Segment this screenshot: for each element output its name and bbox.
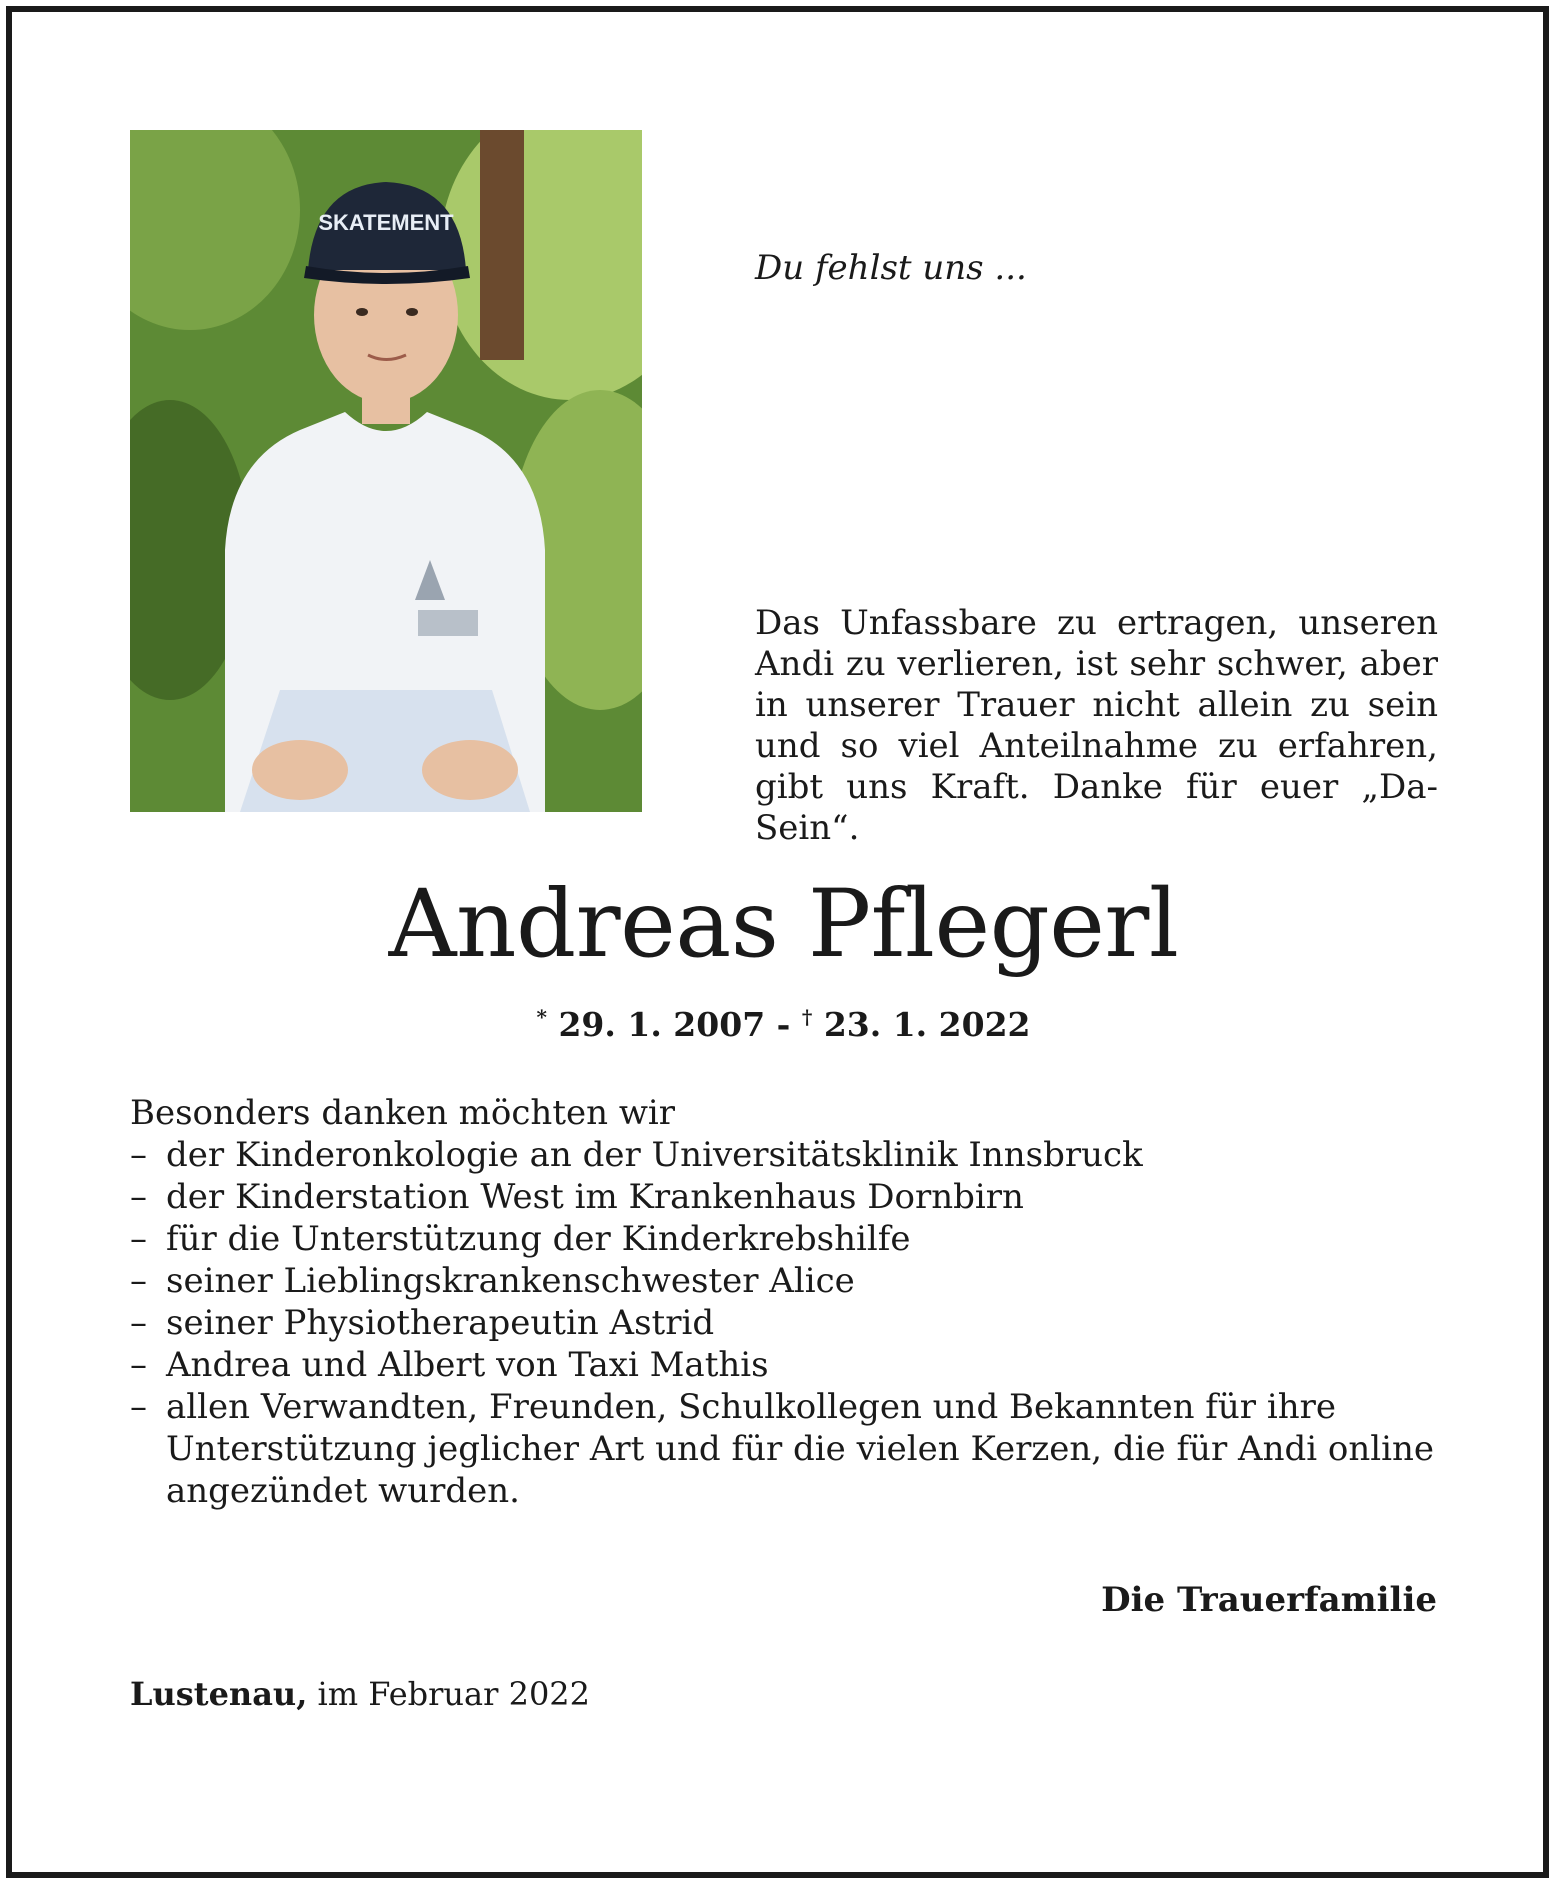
place-date xyxy=(130,1675,590,1713)
place-city: Lustenau, xyxy=(130,1675,308,1713)
thanks-item: – der Kinderonkologie an der Universitätsklinik Innsbruck xyxy=(130,1134,1438,1176)
death-date: 23. 1. 2022 xyxy=(823,1005,1031,1044)
thanks-list xyxy=(130,1134,1438,1512)
life-dates xyxy=(0,1005,1567,1044)
shirt-pocket xyxy=(418,610,478,636)
thanks-section xyxy=(130,1092,1438,1512)
birth-date: 29. 1. 2007 - xyxy=(558,1005,791,1044)
portrait-photo xyxy=(130,130,642,812)
tree-trunk xyxy=(480,130,524,360)
thanks-item: – seiner Lieblingskrankenschwester Alice xyxy=(130,1260,1438,1302)
place-month: im Februar 2022 xyxy=(317,1675,591,1713)
thanks-heading: Besonders danken möchten wir xyxy=(130,1093,676,1133)
portrait-illustration xyxy=(130,130,642,812)
eye-left xyxy=(356,308,368,316)
motto: Du fehlst uns ... xyxy=(755,248,1027,288)
thanks-item: – seiner Physiotherapeutin Astrid xyxy=(130,1302,1438,1344)
intro-paragraph: Das Unfassbare zu ertragen, unseren Andi zu verlieren, ist sehr schwer, aber in unserer Trauer nicht allein zu sein und so viel Anteilnahme zu erfahren, gibt uns Kraft. Danke für euer „Da-Sein“. xyxy=(755,603,1438,848)
deceased-name: Andreas Pflegerl xyxy=(388,870,1179,979)
death-symbol: † xyxy=(801,1005,813,1029)
hand-left xyxy=(252,740,348,800)
thanks-item: – für die Unterstützung der Kinderkrebshilfe xyxy=(130,1218,1438,1260)
hand-right xyxy=(422,740,518,800)
signature: Die Trauerfamilie xyxy=(1101,1580,1437,1620)
thanks-item: – der Kinderstation West im Krankenhaus Dornbirn xyxy=(130,1176,1438,1218)
cap-text: SKATEMENT xyxy=(318,210,454,235)
eye-right xyxy=(406,308,418,316)
thanks-item: – Andrea und Albert von Taxi Mathis xyxy=(130,1344,1438,1386)
thanks-item: – allen Verwandten, Freunden, Schulkollegen und Bekannten für ihre Unterstützung jeglicher Art und für die vielen Kerzen, die für Andi online angezündet wurden. xyxy=(130,1386,1438,1512)
birth-symbol: * xyxy=(536,1005,547,1029)
